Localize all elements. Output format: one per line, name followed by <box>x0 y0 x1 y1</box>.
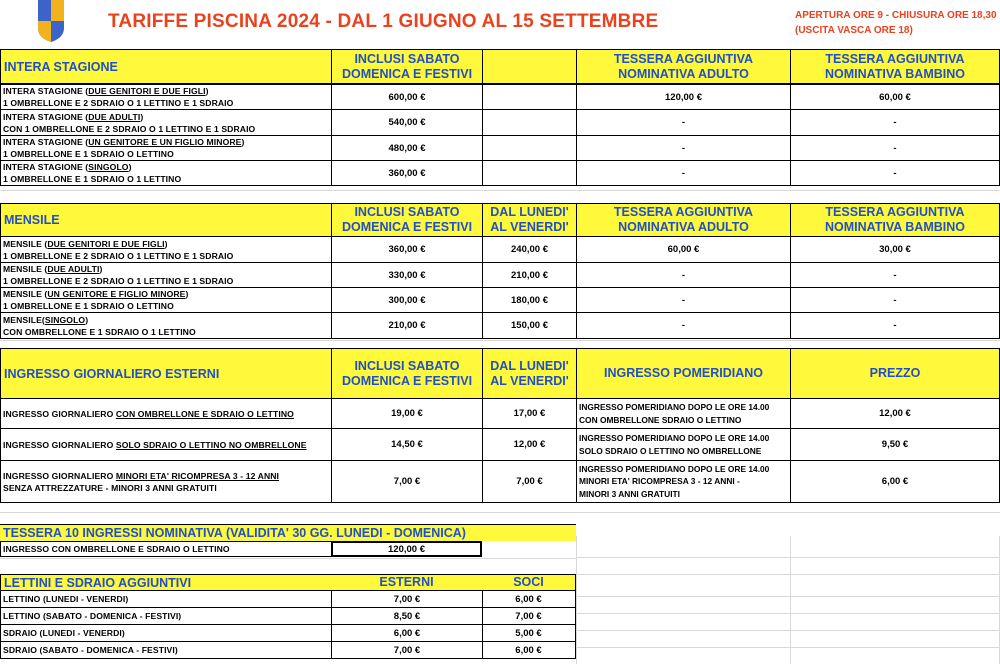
row-label-line1 <box>3 288 188 300</box>
row-label-underlined: CON OMBRELLONE E SDRAIO O LETTINO <box>115 408 294 419</box>
row-label-prefix: INTERA STAGIONE ( <box>3 162 89 172</box>
row-label-underlined: SINGOLO <box>44 314 86 325</box>
tessera-adulto-cell: 60,00 € <box>576 236 791 263</box>
row-label <box>0 312 332 339</box>
pomeridiano-line: CON OMBRELLONE SDRAIO O LETTINO <box>579 414 742 425</box>
tessera-bambino-cell: 60,00 € <box>790 84 1000 110</box>
row-label-prefix: INTERA STAGIONE ( <box>3 86 89 96</box>
row-label: LETTINO (LUNEDI - VENERDI) <box>0 591 332 608</box>
opening-hours <box>795 8 997 38</box>
price-cell: 540,00 € <box>331 109 483 136</box>
pomeridiano-cell <box>576 398 791 429</box>
row-label <box>0 109 332 136</box>
row-label-line1 <box>3 439 307 451</box>
empty-cell <box>482 135 577 161</box>
row-label <box>0 262 332 288</box>
section-title-tessera: TESSERA 10 INGRESSI NOMINATIVA (VALIDITA' 30 GG. LUNEDI - DOMENICA) <box>0 524 576 541</box>
price-cell: 600,00 € <box>331 84 483 110</box>
soci-cell: 5,00 € <box>482 625 576 642</box>
row-label-prefix: MENSILE( <box>3 314 45 325</box>
price-cell: 14,50 € <box>331 428 483 461</box>
row-label <box>0 287 332 313</box>
tessera-label: INGRESSO CON OMBRELLONE E SDRAIO O LETTINO <box>0 541 332 557</box>
col-feriali: DAL LUNEDI' AL VENERDI' <box>482 203 577 237</box>
feriali-cell: 17,00 € <box>482 398 577 429</box>
esterni-cell: 6,00 € <box>331 625 483 642</box>
price-cell: 330,00 € <box>331 262 483 288</box>
row-label-prefix: INTERA STAGIONE ( <box>3 111 89 122</box>
club-crest-logo <box>38 0 64 42</box>
feriali-cell: 7,00 € <box>482 460 577 503</box>
pomeridiano-line: SOLO SDRAIO O LETTINO NO OMBRELLONE <box>579 445 762 456</box>
empty-header-cell <box>482 49 577 84</box>
esterni-cell: 7,00 € <box>331 591 483 608</box>
tessera-header-row <box>0 524 1000 541</box>
tessera-adulto-cell: - <box>576 160 791 186</box>
price-cell: 210,00 € <box>331 312 483 339</box>
row-label-line1 <box>3 470 279 482</box>
tessera-adulto-cell: - <box>576 262 791 288</box>
row-label-prefix: MENSILE ( <box>3 289 48 299</box>
tessera-bambino-cell: - <box>790 160 1000 186</box>
row-label-prefix: INGRESSO GIORNALIERO <box>3 439 116 450</box>
pomeridiano-line: MINORI 3 ANNI GRATUITI <box>579 488 680 499</box>
table-row <box>0 625 1000 642</box>
row-label-line2: SENZA ATTREZZATURE - MINORI 3 ANNI GRATUITI <box>3 482 217 493</box>
soci-cell: 7,00 € <box>482 608 576 625</box>
esterni-cell: 8,50 € <box>331 608 483 625</box>
row-label-suffix: ) <box>164 238 168 249</box>
pomeridiano-line: INGRESSO POMERIDIANO DOPO LE ORE 14.00 <box>579 463 770 474</box>
table-row <box>0 428 1000 461</box>
col-tessera-adulto: TESSERA AGGIUNTIVA NOMINATIVA ADULTO <box>576 203 791 237</box>
table-row <box>0 262 1000 288</box>
col-tessera-bambino: TESSERA AGGIUNTIVA NOMINATIVA BAMBINO <box>790 49 1000 84</box>
row-label-suffix: ) <box>205 86 209 96</box>
tessera-adulto-cell: - <box>576 135 791 161</box>
pomeridiano-line: INGRESSO POMERIDIANO DOPO LE ORE 14.00 <box>579 433 770 443</box>
col-inclusi: INCLUSI SABATO DOMENICA E FESTIVI <box>331 348 483 399</box>
soci-cell: 6,00 € <box>482 642 576 659</box>
tessera-adulto-cell: - <box>576 312 791 339</box>
col-inclusi: INCLUSI SABATO DOMENICA E FESTIVI <box>331 49 483 84</box>
col-prezzo: PREZZO <box>790 348 1000 399</box>
row-label-suffix: ) <box>185 289 189 299</box>
page-title: TARIFFE PISCINA 2024 - DAL 1 GIUGNO AL 15 SETTEMBRE <box>108 11 659 32</box>
col-esterni: ESTERNI <box>331 574 483 591</box>
row-label-line1 <box>3 85 209 97</box>
row-label: SDRAIO (SABATO - DOMENICA - FESTIVI) <box>0 642 332 659</box>
table-row <box>0 160 1000 186</box>
soci-cell: 6,00 € <box>482 591 576 608</box>
table-row <box>0 287 1000 313</box>
row-label-suffix: ) <box>241 137 245 147</box>
prezzo-cell: 9,50 € <box>790 428 1000 461</box>
row-label <box>0 84 332 110</box>
row-label-prefix: INGRESSO GIORNALIERO <box>3 470 116 481</box>
table-row <box>0 109 1000 136</box>
row-label-underlined: DUE ADULTI <box>88 111 141 122</box>
pomeridiano-cell <box>576 460 791 503</box>
table-row <box>0 398 1000 429</box>
section-title-giornaliero: INGRESSO GIORNALIERO ESTERNI <box>0 348 332 399</box>
row-label-line1 <box>3 263 102 275</box>
price-cell: 300,00 € <box>331 287 483 313</box>
row-label-line2: 1 OMBRELLONE E 1 SDRAIO O LETTINO <box>3 301 174 311</box>
row-label-underlined: MINORI ETA' RICOMPRESA 3 - 12 ANNI <box>115 470 280 481</box>
table-row <box>0 460 1000 503</box>
opening-hours-line: APERTURA ORE 9 - CHIUSURA ORE 18,30 <box>795 10 997 21</box>
row-label-line2: CON 1 OMBRELLONE E 2 SDRAIO O 1 LETTINO E 1 SDRAIO <box>3 123 256 134</box>
row-label-line1 <box>3 136 244 148</box>
lettini-header-row <box>0 574 1000 591</box>
pool-exit-time: (USCITA VASCA ORE 18) <box>795 25 913 36</box>
col-tessera-adulto: TESSERA AGGIUNTIVA NOMINATIVA ADULTO <box>576 49 791 84</box>
col-feriali: DAL LUNEDI' AL VENERDI' <box>482 348 577 399</box>
tessera-row <box>0 541 1000 557</box>
tessera-bambino-cell: - <box>790 287 1000 313</box>
row-label <box>0 398 332 429</box>
row-label-line2: 1 OMBRELLONE E 1 SDRAIO O 1 LETTINO <box>3 174 182 184</box>
col-pomeridiano: INGRESSO POMERIDIANO <box>576 348 791 399</box>
tessera-bambino-cell: - <box>790 109 1000 136</box>
row-label-line1 <box>3 238 168 250</box>
table-row <box>0 591 1000 608</box>
row-label-line1 <box>3 161 132 173</box>
row-label-line2: 1 OMBRELLONE E 1 SDRAIO O LETTINO <box>3 149 174 159</box>
row-label-prefix: MENSILE ( <box>3 264 48 274</box>
row-label-line2: 1 OMBRELLONE E 2 SDRAIO O 1 LETTINO E 1 SDRAIO <box>3 250 234 261</box>
tessera-adulto-cell: - <box>576 109 791 136</box>
tessera-price: 120,00 € <box>331 541 482 557</box>
section-title-mensile: MENSILE <box>0 203 332 237</box>
table-row <box>0 312 1000 339</box>
table-row <box>0 608 1000 625</box>
col-soci: SOCI <box>482 574 576 591</box>
pomeridiano-line: MINORI ETA' RICOMPRESA 3 - 12 ANNI - <box>579 476 740 487</box>
mensile-header-row <box>0 203 1000 237</box>
tessera-bambino-cell: 30,00 € <box>790 236 1000 263</box>
row-label-suffix: ) <box>128 162 132 172</box>
empty-cell <box>482 84 577 110</box>
feriali-cell: 180,00 € <box>482 287 577 313</box>
esterni-cell: 7,00 € <box>331 642 483 659</box>
row-label-prefix: INTERA STAGIONE ( <box>3 137 89 147</box>
prezzo-cell: 6,00 € <box>790 460 1000 503</box>
row-label-suffix: ) <box>140 111 144 122</box>
col-inclusi: INCLUSI SABATO DOMENICA E FESTIVI <box>331 203 483 237</box>
tessera-bambino-cell: - <box>790 135 1000 161</box>
tessera-bambino-cell: - <box>790 262 1000 288</box>
prezzo-cell: 12,00 € <box>790 398 1000 429</box>
row-label <box>0 428 332 461</box>
row-label <box>0 236 332 263</box>
table-row <box>0 84 1000 110</box>
table-row <box>0 236 1000 263</box>
feriali-cell: 12,00 € <box>482 428 577 461</box>
row-label-underlined: DUE GENITORI E DUE FIGLI <box>47 238 165 249</box>
pomeridiano-cell <box>576 428 791 461</box>
tessera-adulto-cell: - <box>576 287 791 313</box>
row-label-prefix: MENSILE ( <box>3 238 48 249</box>
table-row <box>0 135 1000 161</box>
giornaliero-header-row <box>0 348 1000 399</box>
row-label: LETTINO (SABATO - DOMENICA - FESTIVI) <box>0 608 332 625</box>
price-cell: 360,00 € <box>331 236 483 263</box>
row-label <box>0 160 332 186</box>
price-cell: 19,00 € <box>331 398 483 429</box>
row-label-underlined: SINGOLO <box>88 162 129 172</box>
section-title-lettini: LETTINI E SDRAIO AGGIUNTIVI <box>0 574 332 591</box>
feriali-cell: 210,00 € <box>482 262 577 288</box>
row-label <box>0 135 332 161</box>
row-label-underlined: DUE GENITORI E DUE FIGLI <box>88 86 206 96</box>
tessera-bambino-cell: - <box>790 312 1000 339</box>
col-tessera-bambino: TESSERA AGGIUNTIVA NOMINATIVA BAMBINO <box>790 203 1000 237</box>
empty-cell <box>482 160 577 186</box>
price-cell: 360,00 € <box>331 160 483 186</box>
price-cell: 7,00 € <box>331 460 483 503</box>
intera-header-row <box>0 49 1000 84</box>
row-label-underlined: UN GENITORE E UN FIGLIO MINORE <box>88 137 242 147</box>
tessera-adulto-cell: 120,00 € <box>576 84 791 110</box>
row-label-suffix: ) <box>85 314 89 325</box>
row-label-underlined: UN GENITORE E FIGLIO MINORE <box>47 289 186 299</box>
row-label: SDRAIO (LUNEDI - VENERDI) <box>0 625 332 642</box>
row-label-prefix: INGRESSO GIORNALIERO <box>3 408 116 419</box>
pomeridiano-line: INGRESSO POMERIDIANO DOPO LE ORE 14.00 <box>579 402 770 412</box>
feriali-cell: 150,00 € <box>482 312 577 339</box>
row-label-line1 <box>3 408 294 420</box>
row-label-underlined: DUE ADULTI <box>47 264 100 274</box>
row-label-suffix: ) <box>99 264 103 274</box>
price-cell: 480,00 € <box>331 135 483 161</box>
row-label-line1 <box>3 314 88 326</box>
row-label-line2: 1 OMBRELLONE E 2 SDRAIO O 1 LETTINO E 1 SDRAIO <box>3 276 234 286</box>
feriali-cell: 240,00 € <box>482 236 577 263</box>
section-title-intera: INTERA STAGIONE <box>0 49 332 84</box>
row-label-line2: CON OMBRELLONE E 1 SDRAIO O 1 LETTINO <box>3 326 196 337</box>
row-label-underlined: SOLO SDRAIO O LETTINO NO OMBRELLONE <box>115 439 307 450</box>
row-label <box>0 460 332 503</box>
table-row <box>0 642 1000 659</box>
empty-cell <box>482 109 577 136</box>
row-label-line1 <box>3 111 143 123</box>
row-label-line2: 1 OMBRELLONE E 2 SDRAIO O 1 LETTINO E 1 SDRAIO <box>3 98 234 108</box>
